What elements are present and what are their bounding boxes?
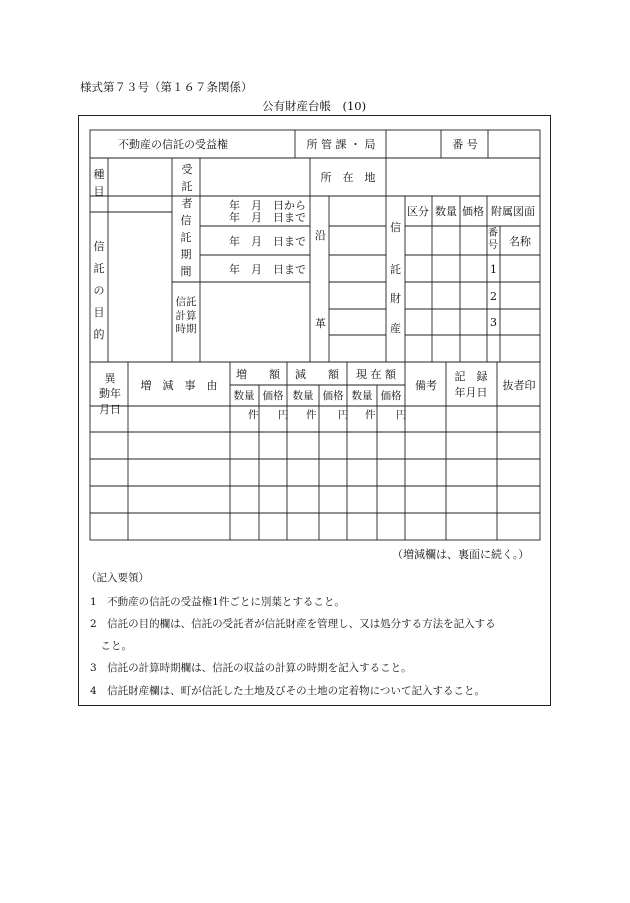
- dept-label: 所 管 課 ・ 局: [306, 138, 376, 151]
- page-title: 公有財産台帳 (10): [262, 99, 367, 113]
- drawing-no-3: 3: [490, 316, 497, 329]
- history-label-2: 革: [315, 317, 326, 330]
- unit-dec-yen: 円: [338, 409, 349, 421]
- note-2: 2 信託の目的欄は、信託の受託者が信託財産を管理し、又は処分する方法を記入する: [90, 618, 496, 630]
- dec-qty: 数量: [292, 390, 314, 402]
- decrease-label: 減 額: [295, 368, 339, 381]
- unit-cur-count: 件: [365, 409, 376, 421]
- calc-label: 信託計算時期: [175, 296, 197, 336]
- period-row-until-2: 年 月 日まで: [229, 235, 306, 248]
- col-drawing: 附属図面: [491, 205, 535, 218]
- period-label: 信託期間: [180, 214, 192, 279]
- note-1: 1 不動産の信託の受益権1件ごとに別葉とすること。: [90, 596, 345, 608]
- col-no: 番号: [488, 228, 498, 251]
- note-4: 4 信託財産欄は、町が信託した土地及びその土地の定着物について記入すること。: [90, 685, 485, 697]
- kind-label: 種目: [93, 168, 105, 199]
- trustee-label: 受託者: [181, 163, 193, 211]
- cur-qty: 数量: [351, 390, 373, 402]
- remarks-label: 備考: [415, 379, 437, 392]
- period-row-until-3: 年 月 日まで: [229, 263, 306, 276]
- number-label: 番 号: [452, 138, 478, 151]
- change-date-label: 異 動年月日: [99, 372, 127, 416]
- property-label-1: 信: [390, 221, 401, 234]
- drawing-no-1: 1: [490, 263, 497, 276]
- col-name: 名称: [509, 235, 531, 248]
- inc-qty: 数量: [233, 390, 255, 402]
- record-date-label-1: 記 録: [454, 370, 488, 383]
- dec-price: 価格: [322, 390, 344, 402]
- subject-label: 不動産の信託の受益権: [118, 138, 228, 151]
- form-number: 様式第７３号（第１６７条関係）: [80, 80, 253, 94]
- drawing-no-2: 2: [490, 290, 497, 303]
- cur-price: 価格: [380, 390, 402, 402]
- period-row-until-1: 年 月 日まで: [229, 211, 306, 224]
- note-3: 3 信託の計算時期欄は、信託の収益の計算の時期を記入すること。: [90, 662, 412, 674]
- notes-title: （記入要領）: [86, 572, 149, 584]
- location-label: 所 在 地: [320, 171, 376, 184]
- purpose-label: 信託の目的: [93, 240, 105, 341]
- history-label-1: 沿: [315, 229, 326, 242]
- unit-dec-count: 件: [306, 409, 317, 421]
- reason-label: 増 減 事 由: [140, 379, 218, 392]
- unit-inc-count: 件: [248, 409, 259, 421]
- current-label: 現 在 額: [356, 368, 396, 381]
- record-date-label-2: 年月日: [454, 386, 488, 399]
- seal-label: 抜者印: [502, 379, 536, 392]
- unit-inc-yen: 円: [278, 409, 289, 421]
- inc-price: 価格: [262, 390, 284, 402]
- period-row-from: 年 月 日から: [229, 199, 306, 212]
- property-label-3: 財: [390, 292, 401, 305]
- property-label-2: 託: [390, 263, 401, 276]
- col-qty: 数量: [435, 205, 457, 218]
- increase-label: 増 額: [236, 368, 280, 381]
- note-2-cont: こと。: [90, 640, 132, 652]
- property-label-4: 産: [390, 322, 401, 335]
- continued-note: （増減欄は、裏面に続く。）: [392, 548, 530, 561]
- col-class: 区分: [407, 205, 429, 218]
- unit-cur-yen: 円: [396, 409, 407, 421]
- col-price: 価格: [462, 205, 484, 218]
